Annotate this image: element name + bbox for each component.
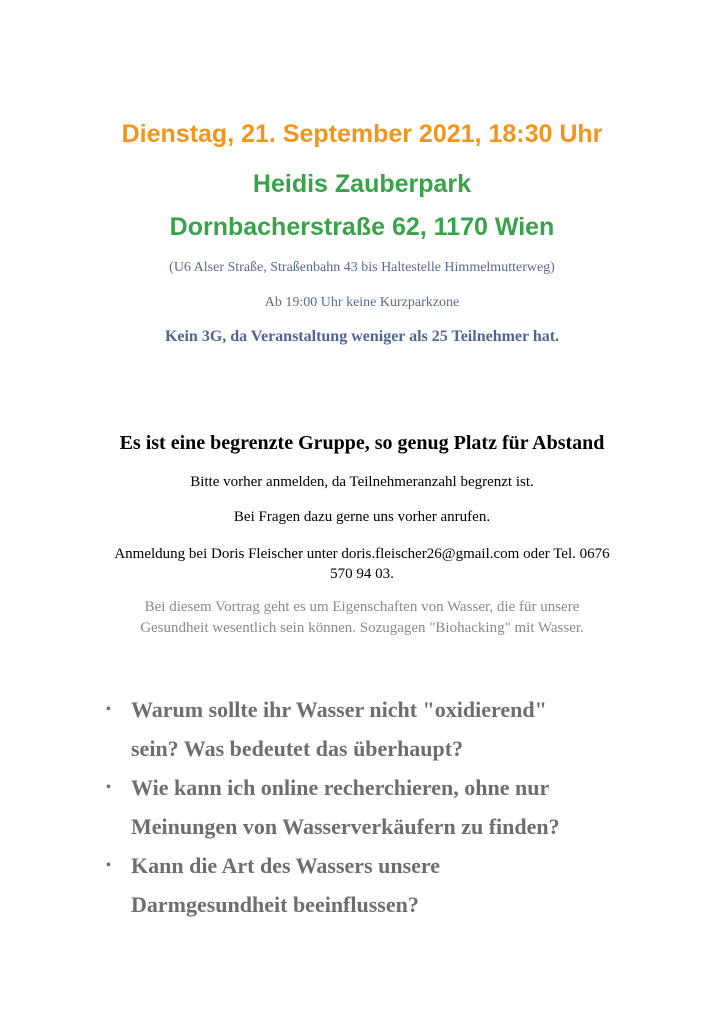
- bullet-icon: •: [106, 702, 111, 717]
- questions-note: Bei Fragen dazu gerne uns vorher anrufen.: [233, 509, 491, 525]
- talk-description-line-2: Gesundheit wesentlich sein können. Sozugagen "Biohacking" mit Wasser.: [140, 620, 584, 636]
- event-date-heading: Dienstag, 21. September 2021, 18:30 Uhr: [121, 120, 603, 148]
- talk-description-line-1: Bei diesem Vortrag geht es um Eigenschaften von Wasser, die für unsere: [144, 599, 580, 615]
- venue-address-heading: Dornbacherstraße 62, 1170 Wien: [169, 213, 555, 241]
- question-item: [100, 768, 660, 846]
- contact-info: [0, 544, 724, 584]
- question-line: Kann die Art des Wassers unsere: [131, 853, 441, 878]
- bullet-icon: •: [106, 780, 111, 795]
- question-line: Darmgesundheit beeinflussen?: [131, 892, 419, 917]
- question-line: sein? Was bedeutet das überhaupt?: [131, 736, 464, 761]
- parking-note: Ab 19:00 Uhr keine Kurzparkzone: [264, 295, 460, 310]
- group-size-heading: Es ist eine begrenzte Gruppe, so genug Platz für Abstand: [119, 432, 605, 454]
- transit-note: (U6 Alser Straße, Straßenbahn 43 bis Haltestelle Himmelmutterweg): [169, 260, 555, 275]
- question-item: [100, 846, 660, 924]
- contact-line-1: Anmeldung bei Doris Fleischer unter doris.fleischer26@gmail.com oder Tel. 0676: [114, 546, 610, 562]
- question-line: Meinungen von Wasserverkäufern zu finden?: [131, 814, 560, 839]
- question-list: [100, 690, 660, 924]
- registration-note: Bitte vorher anmelden, da Teilnehmeranzahl begrenzt ist.: [190, 474, 534, 490]
- venue-name-heading: Heidis Zauberpark: [252, 170, 472, 198]
- covid-note: Kein 3G, da Veranstaltung weniger als 25 Teilnehmer hat.: [164, 328, 560, 345]
- question-line: Warum sollte ihr Wasser nicht "oxidierend": [131, 697, 547, 722]
- talk-description: [0, 597, 724, 639]
- contact-line-2: 570 94 03.: [330, 566, 394, 582]
- question-line: Wie kann ich online recherchieren, ohne nur: [131, 775, 550, 800]
- bullet-icon: •: [106, 858, 111, 873]
- question-item: [100, 690, 660, 768]
